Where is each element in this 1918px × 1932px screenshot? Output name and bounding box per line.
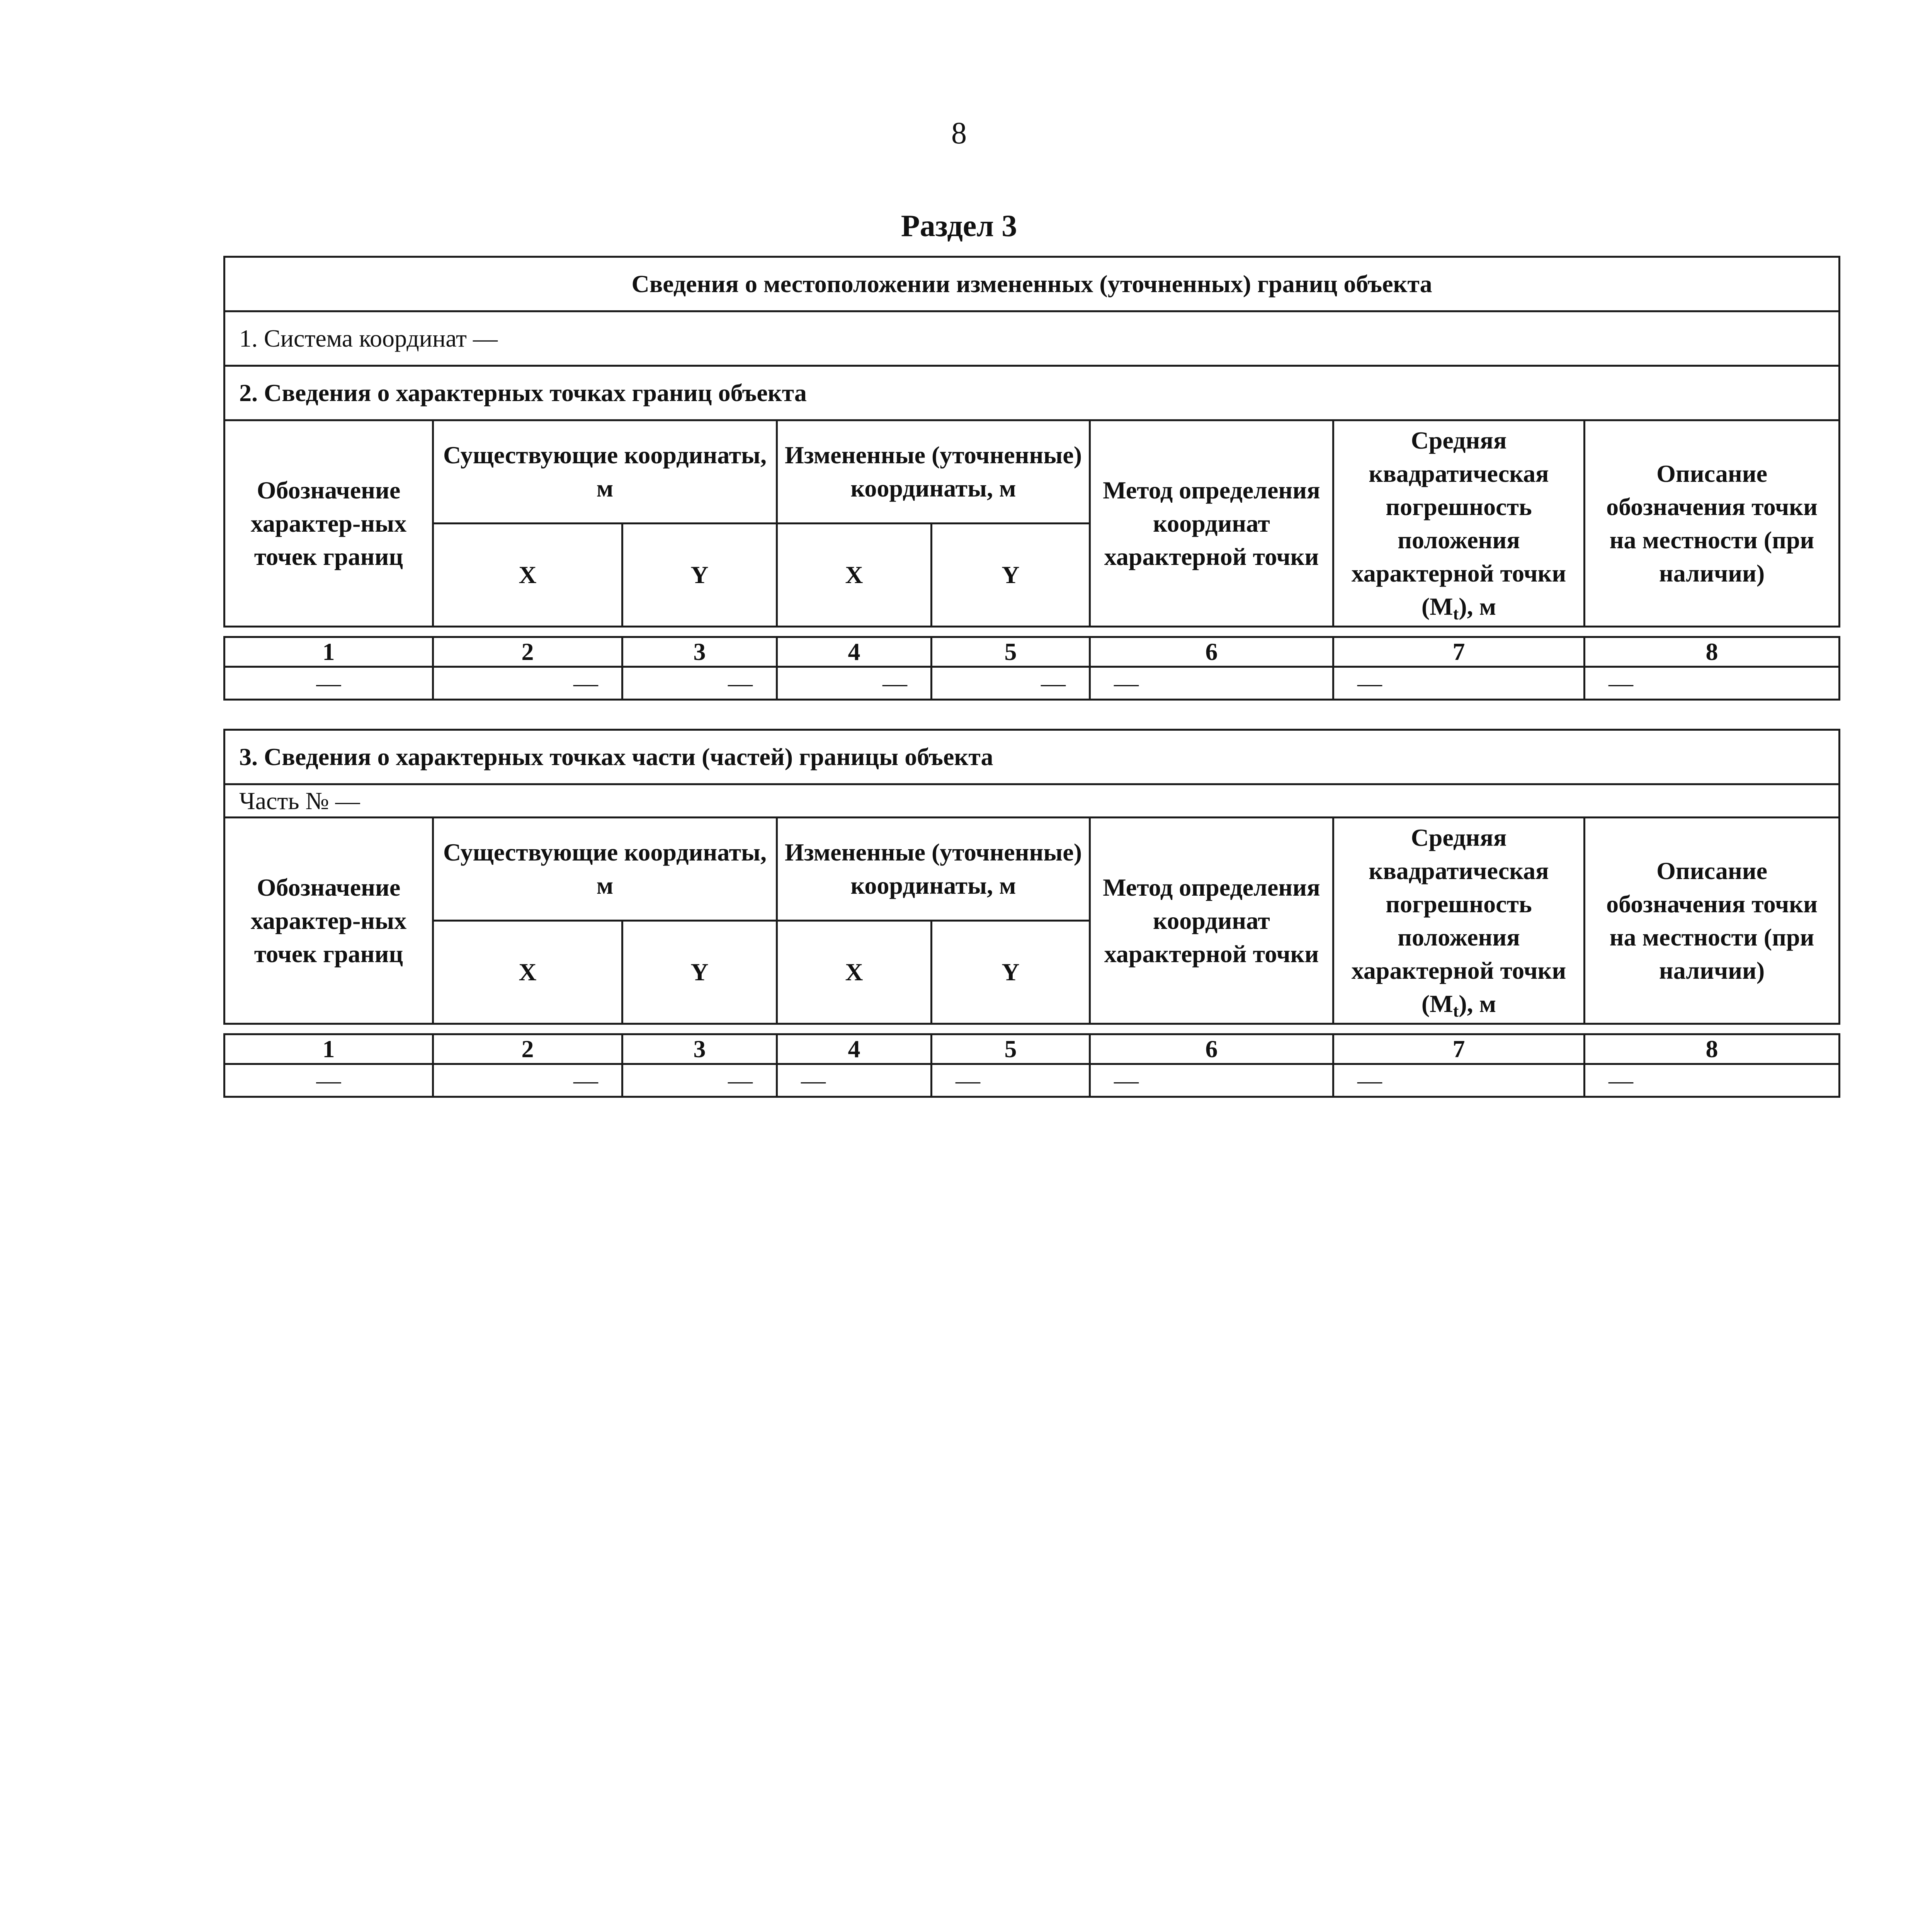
column-number: 2 [433,1034,622,1064]
header-designation: Обозначение характер-ных точек границ [224,420,433,627]
column-number-row [224,637,1840,667]
empty-cell: — [777,1064,932,1097]
column-number: 1 [224,1034,433,1064]
column-number: 4 [777,1034,932,1064]
header-method: Метод определения координат характерной точки [1090,420,1333,627]
empty-cell: — [622,667,777,700]
empty-cell: — [777,667,932,700]
column-number: 8 [1585,1034,1840,1064]
column-number: 4 [777,637,932,667]
empty-cell: — [433,667,622,700]
empty-cell: — [932,1064,1090,1097]
empty-cell: — [1585,1064,1840,1097]
boundary-points-caption: 2. Сведения о характерных точках границ объекта [224,366,1840,420]
header-existing-x: X [433,921,622,1024]
header-description: Описание обозначения точки на местности (при наличии) [1585,818,1840,1024]
header-existing-coords: Существующие координаты, м [433,420,777,524]
table-row [224,1064,1840,1097]
column-number: 8 [1585,637,1840,667]
empty-cell: — [622,1064,777,1097]
header-changed-x: X [777,921,932,1024]
column-number: 6 [1090,637,1333,667]
empty-cell: — [224,1064,433,1097]
column-number: 5 [932,1034,1090,1064]
column-number: 1 [224,637,433,667]
column-number: 2 [433,637,622,667]
header-designation: Обозначение характер-ных точек границ [224,818,433,1024]
header-mean-error: Средняя квадратическая погрешность положения характерной точки $(M_t)$, м [1333,420,1585,627]
header-method: Метод определения координат характерной точки [1090,818,1333,1024]
empty-cell: — [224,667,433,700]
boundary-changes-table [223,256,1838,701]
empty-cell: — [1090,667,1333,700]
empty-cell: — [932,667,1090,700]
header-changed-coords: Измененные (уточненные) координаты, м [777,818,1090,921]
part-boundary-table [223,729,1838,1098]
header-existing-coords: Существующие координаты, м [433,818,777,921]
empty-cell: — [1090,1064,1333,1097]
header-description: Описание обозначения точки на местности (при наличии) [1585,420,1840,627]
table-title: Сведения о местоположении измененных (уточненных) границ объекта [224,257,1840,311]
coordinate-system-row: 1. Система координат — [224,311,1840,366]
column-number-row [224,1034,1840,1064]
header-changed-x: X [777,524,932,627]
table-row [224,667,1840,700]
empty-cell: — [1585,667,1840,700]
header-changed-coords: Измененные (уточненные) координаты, м [777,420,1090,524]
empty-cell: — [1333,667,1585,700]
page-number: 8 [951,116,967,150]
column-number: 5 [932,637,1090,667]
part-number-row: Часть № — [224,784,1840,818]
header-changed-y: Y [932,524,1090,627]
empty-cell: — [433,1064,622,1097]
column-number: 6 [1090,1034,1333,1064]
column-number: 3 [622,1034,777,1064]
empty-cell: — [1333,1064,1585,1097]
header-changed-y: Y [932,921,1090,1024]
header-existing-y: Y [622,524,777,627]
column-number: 7 [1333,1034,1585,1064]
section-title: Раздел 3 [901,209,1017,243]
column-number: 7 [1333,637,1585,667]
header-existing-x: X [433,524,622,627]
header-existing-y: Y [622,921,777,1024]
part-points-caption: 3. Сведения о характерных точках части (частей) границы объекта [224,730,1840,784]
header-mean-error: Средняя квадратическая погрешность положения характерной точки $(M_t)$, м [1333,818,1585,1024]
column-number: 3 [622,637,777,667]
